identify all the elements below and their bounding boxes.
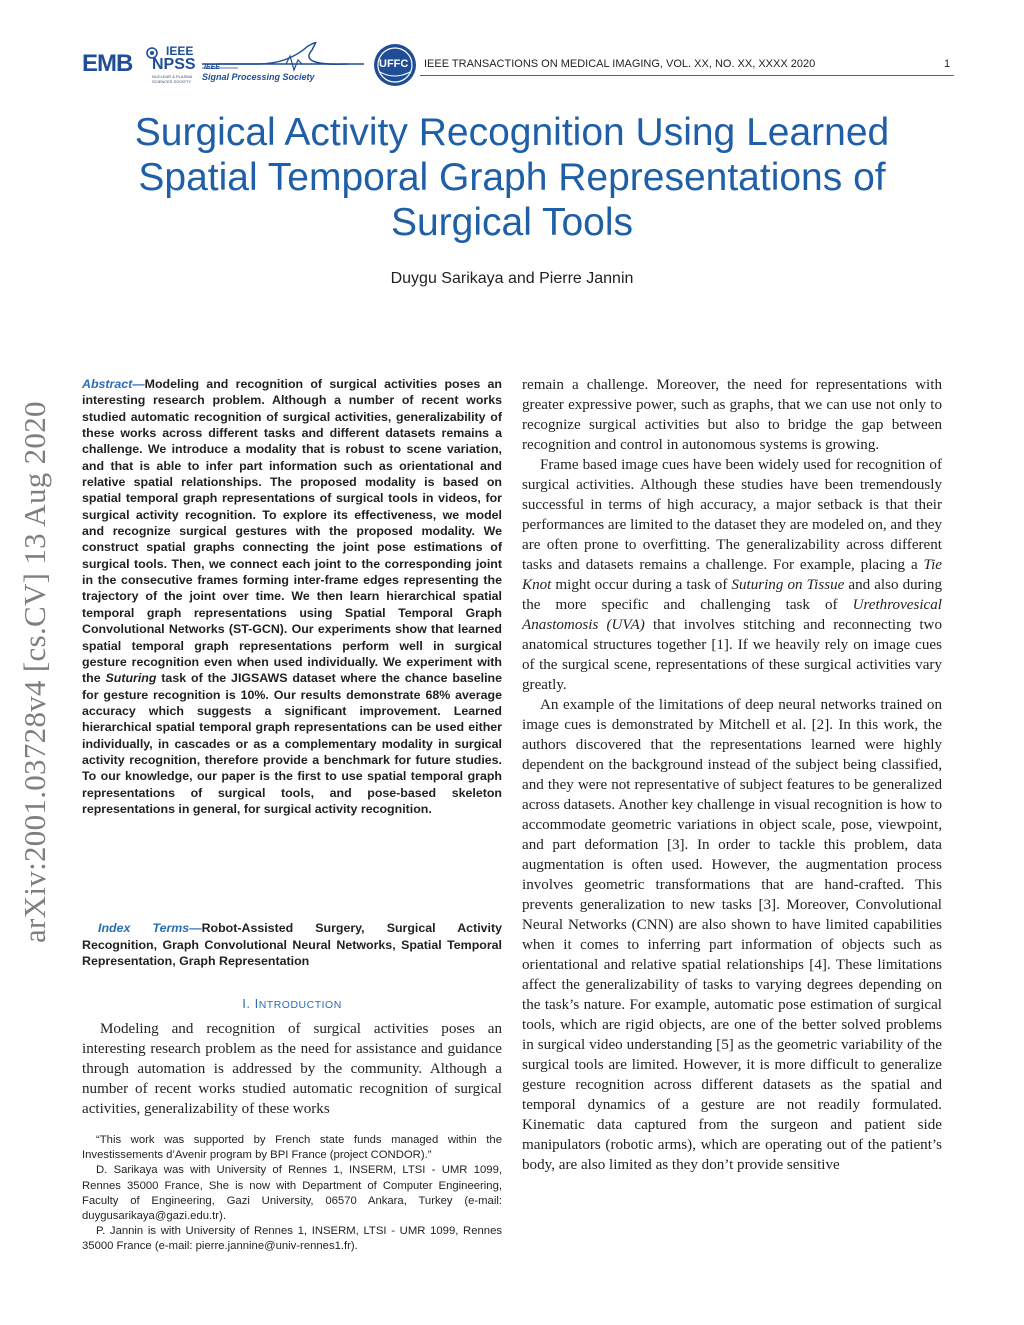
index-terms-text: Robot-Assisted Surgery, Surgical Activity Recognition, Graph Convolutional Neural Networks, Spatial Temporal Representation, Graph Representation (82, 921, 502, 968)
p2-text-c: and also during the more specific and challenging task of (522, 577, 942, 613)
emb-logo-text: EMB (82, 50, 133, 77)
abstract-text-1: Modeling and recognition of surgical activities poses an interesting research problem. Although a number of recent works studied automatic recognition of surgical activities, generalizability of these works across different tasks and different datasets remains a challenge. We introduce a modality that is robust to scene variation, and that is able to infer part information such as orientational and relative spatial relationships. The proposed modality is based on spatial temporal graph representations of surgical tools in videos, for surgical activity recognition. To explore its effectiveness, we model and recognize surgical gestures with the proposed modality. We construct spatial graphs connecting the joint pose estimations of surgical tools. Then, we connect each joint to the corresponding joint in the consecutive frames forming inter-frame edges representing the trajectory of the joint over time. We then learn hierarchical spatial temporal graph representations using Spatial Temporal Graph Convolutional Networks (ST-GCN). Our experiments show that learned spatial temporal graph representations perform well in surgical gesture recognition even when used individually. We experiment with the (82, 377, 502, 686)
right-column (522, 375, 942, 1175)
footnote-funding: “This work was supported by French state funds managed within the Investissements d’Avenir program by BPI France (project CONDOR).” (82, 1134, 502, 1162)
right-paragraph-2 (522, 455, 942, 695)
section-title-rest: NTRODUCTION (258, 999, 342, 1011)
index-terms-dash: — (189, 921, 202, 935)
abstract-text-2: task of the JIGSAWS dataset where the chance baseline for gesture recognition is (82, 671, 503, 702)
abstract (82, 376, 502, 817)
sps-ieee-text: IEEE (204, 64, 220, 71)
npss-logo-text: NPSS (152, 56, 196, 73)
abstract-text-4: % average accuracy which suggests a significant improvement. Learned hierarchical spatial temporal graph representations can be used either individually, in cascades or as a complementary modality in surgical activity recognition, therefore provide a benchmark for future studies. To our knowledge, our paper is the first to use spatial temporal graph representations of surgical tools, and pose-based skeleton representations in general, for surgical activity recognition. (82, 687, 502, 816)
section-heading-introduction (82, 996, 502, 1011)
paper-title: Surgical Activity Recognition Using Learned Spatial Temporal Graph Representations of Surgical Tools (134, 111, 890, 244)
society-logos (80, 40, 420, 88)
author-list: Duygu Sarikaya and Pierre Jannin (390, 270, 634, 287)
abstract-accuracy-value: 68 (425, 687, 440, 702)
right-paragraph-1: remain a challenge. Moreover, the need for representations with greater expressive power, such as graphs, that we can use not only to recognize surgical activities but also to bridge the gap between recognition and control in autonomous systems is growing. (522, 377, 942, 453)
abstract-text-3: %. Our results demonstrate (254, 687, 426, 702)
index-terms (82, 920, 502, 970)
uffc-logo-text: UFFC (379, 58, 409, 70)
abstract-dash: — (132, 377, 145, 391)
index-terms-label: Index Terms (98, 921, 190, 935)
p2-text-d: that involves stitching and reconnecting two anatomical structures together [1]. If we heavily rely on image cues of the surgical scene, representations of these surgical activities vary greatly. (522, 617, 942, 693)
intro-paragraph-left: Modeling and recognition of surgical activities poses an interesting research problem as the need for assistance and guidance through automation is addressed by the community. Although a number of recent works studied automatic recognition of surgical activities, generalizability of these works (82, 1021, 502, 1117)
header-rule (420, 75, 954, 76)
footnote-author-2: P. Jannin is with University of Rennes 1, INSERM, LTSI - UMR 1099, Rennes 35000 France (e-mail: pierre.jannine@univ-rennes1.fr). (82, 1225, 502, 1253)
abstract-task-name: Suturing (105, 671, 157, 686)
p2-text-a: Frame based image cues have been widely used for recognition of surgical activities. Although these studies have been tremendously successful in terms of high accuracy, a major setback is that their performances are limited to the dataset they are modeled on, and they are often prone to overfitting. The generalizability across different tasks and datasets remains a challenge. For example, placing a (522, 457, 942, 573)
footnote-author-1: D. Sarikaya was with University of Rennes 1, INSERM, LTSI - UMR 1099, Rennes 35000 France, She is now with Department of Computer Engineering, Faculty of Engineering, Gazi University, 06570 Ankara, Turkey (e-mail: duygusarikaya@gazi.edu.tr). (82, 1164, 502, 1223)
abstract-chance-value: 10 (240, 687, 255, 702)
footnotes (82, 1133, 502, 1255)
p2-italic-uva: Urethrovesical Anastomosis (UVA) (522, 597, 942, 633)
arxiv-stamp: arXiv:2001.03728v4 [cs.CV] 13 Aug 2020 (17, 401, 52, 943)
sps-logo-text: Signal Processing Society (202, 72, 315, 82)
p2-italic-tie-knot: Tie Knot (522, 557, 942, 593)
npss-ieee-text: IEEE (166, 44, 194, 58)
page-number: 1 (944, 58, 951, 70)
abstract-label: Abstract (82, 377, 133, 391)
right-paragraph-3: An example of the limitations of deep neural networks trained on image cues is demonstrated by Mitchell et al. [2]. In this work, the authors discovered that the representations learned were highly dependent on the background instead of the subject being classified, and they were not representative of subject features to be generalized across datasets. Another key challenge in visual recognition is how to accommodate geometric variations in object scale, pose, viewpoint, and part deformation [3]. In order to tackle this problem, data augmentation is often used. However, the augmentation process involves geometric transformations that are hand-crafted. This prevents generalization to new tasks [3]. Moreover, Convolutional Neural Networks (CNN) are also shown to have limited capabilities when it comes to inferring part information of objects such as orientational and relative spatial relationships [4]. These limitations affect the generalizability of tasks to varying degrees depending on the task’s nature. For example, automatic pose estimation of surgical tools, which are rigid objects, are one of the better solved problems in surgical video understanding [5] as the geometric variability of the surgical tools are limited. However, it is more difficult to generalize gesture recognition across different datasets as the spatial and temporal dynamics of a gesture are not readily formulated. Kinematic data captured from the surgeon and patient side manipulators (robotic arms), which are operating out of the patient’s body, are also limited as they don’t provide sensitive (522, 697, 942, 1173)
journal-running-head: IEEE TRANSACTIONS ON MEDICAL IMAGING, VOL. XX, NO. XX, XXXX 2020 (424, 58, 816, 70)
p2-italic-suturing: Suturing on Tissue (731, 577, 845, 593)
section-numeral: I. (242, 996, 251, 1011)
npss-subtitle: NUCLEAR & PLASMA SCIENCES SOCIETY (152, 74, 193, 84)
section-first-letter: I (254, 996, 259, 1011)
p2-text-b: might occur during a task of (551, 577, 732, 593)
